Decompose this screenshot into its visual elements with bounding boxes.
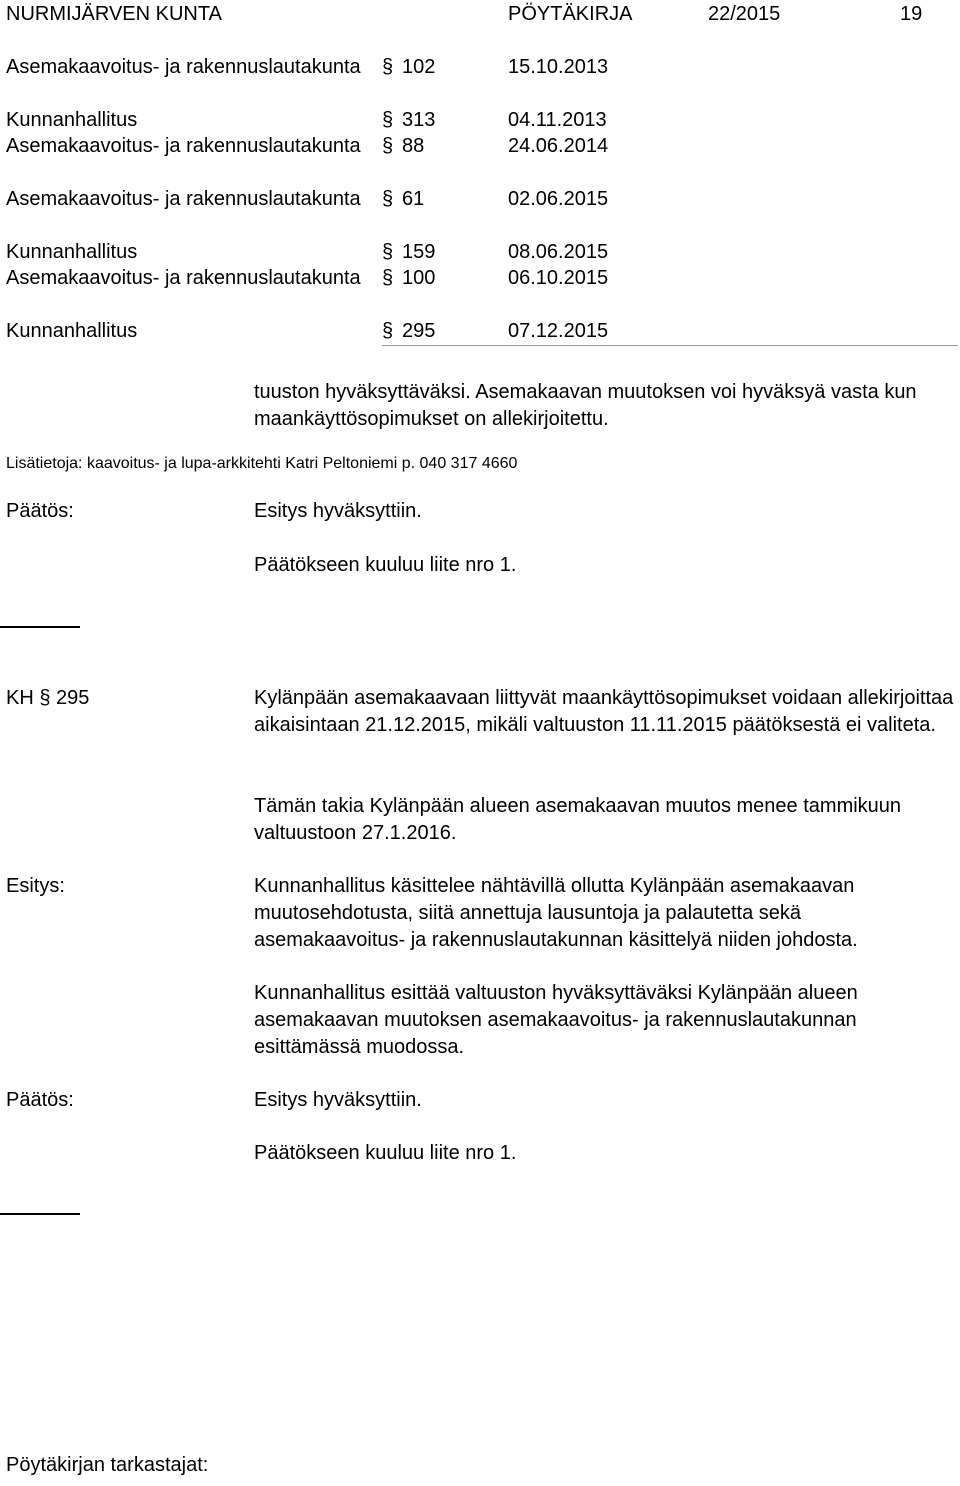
history-body: Kunnanhallitus	[6, 241, 138, 263]
kh-section-label	[6, 685, 89, 712]
history-row	[0, 107, 960, 133]
history-section: 159	[402, 241, 436, 263]
history-divider	[382, 345, 958, 346]
history-date: 24.06.2014	[508, 135, 609, 157]
section-symbol: §	[382, 267, 394, 289]
history-row	[0, 186, 960, 239]
contact-info: Lisätietoja: kaavoitus- ja lupa-arkkitehti Katri Peltoniemi p. 040 317 4660	[6, 455, 518, 472]
decision-history	[0, 54, 960, 344]
history-section: 102	[402, 56, 436, 78]
history-body: Asemakaavoitus- ja rakennuslautakunta	[6, 56, 361, 78]
history-section: 295	[402, 320, 436, 342]
attachment-text: Päätökseen kuuluu liite nro 1.	[254, 1142, 517, 1164]
section-symbol: §	[39, 687, 51, 709]
page-header	[0, 0, 960, 28]
decision-label: Päätös:	[6, 500, 74, 522]
section-symbol: §	[382, 135, 394, 157]
section-symbol: §	[382, 56, 394, 78]
proposal-paragraph-2: Kunnanhallitus esittää valtuuston hyväksyttäväksi Kylänpään alueen asemakaavan muutoksen asemakaavoitus- ja rakennuslautakunnan esittämässä muodossa.	[254, 982, 858, 1058]
history-row	[0, 133, 960, 186]
history-date: 02.06.2015	[508, 188, 609, 210]
decision-text: Esitys hyväksyttiin.	[254, 500, 422, 522]
history-section: 313	[402, 109, 436, 131]
kh-paragraph-1: Kylänpään asemakaavaan liittyvät maankäyttösopimukset voidaan allekirjoittaa aikaisintaan 21.12.2015, mikäli valtuuston 11.11.2015 päätöksestä ei valiteta.	[254, 687, 954, 736]
history-body: Asemakaavoitus- ja rakennuslautakunta	[6, 135, 361, 157]
attachment-text: Päätökseen kuuluu liite nro 1.	[254, 554, 517, 576]
kh-section-number: 295	[56, 687, 90, 709]
history-row	[0, 54, 960, 107]
history-row	[0, 239, 960, 265]
document-type: PÖYTÄKIRJA	[508, 3, 633, 25]
history-section: 88	[402, 135, 425, 157]
history-row	[0, 318, 960, 344]
history-section: 100	[402, 267, 436, 289]
proposal-paragraph-1: Kunnanhallitus käsittelee nähtävillä ollutta Kylänpään asemakaavan muutosehdotusta, siitä annettuja lausuntoja ja palautetta sekä asemakaavoitus- ja rakennuslautakunnan käsittelyä niiden johdosta.	[254, 875, 858, 951]
history-body: Kunnanhallitus	[6, 109, 138, 131]
section-divider	[0, 626, 80, 628]
previous-text: tuuston hyväksyttäväksi. Asemakaavan muutoksen voi hyväksyä vasta kun maankäyttösopimukset on allekirjoitettu.	[254, 381, 917, 430]
organization-name: NURMIJÄRVEN KUNTA	[6, 3, 222, 25]
decision-text: Esitys hyväksyttiin.	[254, 1089, 422, 1111]
section-symbol: §	[382, 109, 394, 131]
history-date: 08.06.2015	[508, 241, 609, 263]
history-date: 04.11.2013	[508, 109, 607, 131]
document-number: 22/2015	[708, 3, 781, 25]
decision-label: Päätös:	[6, 1089, 74, 1111]
kh-label: KH	[6, 687, 34, 709]
reviewers-label: Pöytäkirjan tarkastajat:	[6, 1454, 209, 1476]
history-date: 06.10.2015	[508, 267, 609, 289]
section-divider	[0, 1213, 80, 1215]
kh-paragraph-2: Tämän takia Kylänpään alueen asemakaavan muutos menee tammikuun valtuustoon 27.1.2016.	[254, 795, 902, 844]
history-date: 07.12.2015	[508, 320, 609, 342]
section-symbol: §	[382, 320, 394, 342]
history-section: 61	[402, 188, 425, 210]
section-symbol: §	[382, 241, 394, 263]
history-body: Asemakaavoitus- ja rakennuslautakunta	[6, 188, 361, 210]
history-body: Kunnanhallitus	[6, 320, 138, 342]
history-body: Asemakaavoitus- ja rakennuslautakunta	[6, 267, 361, 289]
proposal-label: Esitys:	[6, 875, 65, 897]
page-number: 19	[900, 3, 923, 25]
history-row	[0, 265, 960, 318]
section-symbol: §	[382, 188, 394, 210]
history-date: 15.10.2013	[508, 56, 609, 78]
